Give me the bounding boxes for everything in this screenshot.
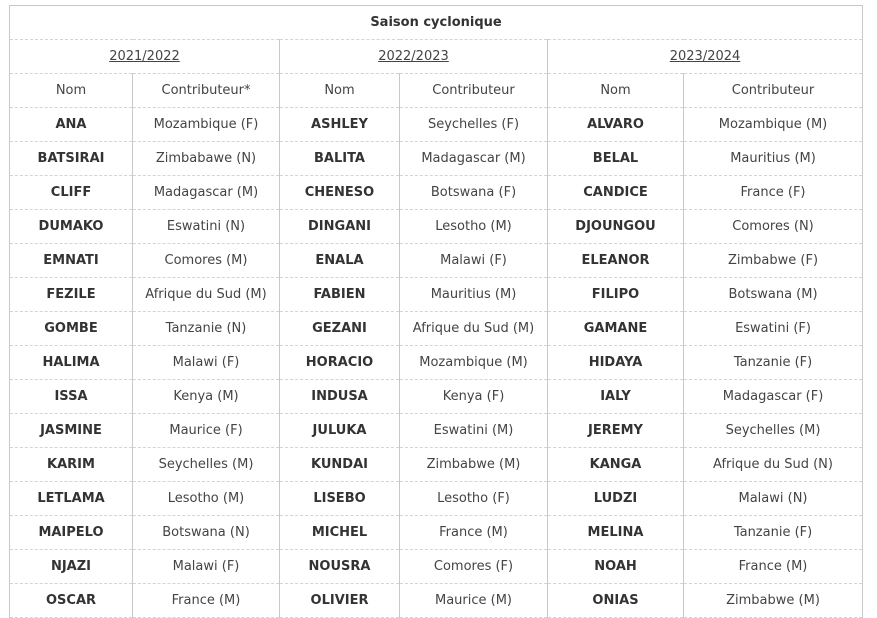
cyclone-name-cell: ASHLEY — [280, 108, 400, 142]
contributor-cell: Comores (F) — [400, 550, 548, 584]
column-header-name: Nom — [280, 74, 400, 108]
contributor-cell: Kenya (M) — [133, 380, 280, 414]
column-header-name: Nom — [10, 74, 133, 108]
column-header-name: Nom — [548, 74, 684, 108]
contributor-cell: Malawi (N) — [684, 482, 863, 516]
season-row — [10, 40, 863, 74]
contributor-cell: Eswatini (N) — [133, 210, 280, 244]
cyclone-name-cell: HORACIO — [280, 346, 400, 380]
cyclone-name-cell: JEREMY — [548, 414, 684, 448]
cyclone-name-cell: INDUSA — [280, 380, 400, 414]
cyclone-name-cell: BALITA — [280, 142, 400, 176]
table-row — [10, 210, 863, 244]
cyclone-name-cell: CLIFF — [10, 176, 133, 210]
column-header-contributor: Contributeur — [400, 74, 548, 108]
table-row — [10, 176, 863, 210]
contributor-cell: Malawi (F) — [400, 244, 548, 278]
cyclone-name-cell: MAIPELO — [10, 516, 133, 550]
contributor-cell: Mozambique (F) — [133, 108, 280, 142]
contributor-cell: Malawi (F) — [133, 346, 280, 380]
contributor-cell: Mozambique (M) — [400, 346, 548, 380]
cyclone-name-cell: KARIM — [10, 448, 133, 482]
contributor-cell: Botswana (F) — [400, 176, 548, 210]
table-row — [10, 278, 863, 312]
contributor-cell: France (M) — [133, 584, 280, 618]
cyclone-name-cell: JULUKA — [280, 414, 400, 448]
cyclone-name-cell: KANGA — [548, 448, 684, 482]
cyclone-name-cell: EMNATI — [10, 244, 133, 278]
cyclone-name-cell: ENALA — [280, 244, 400, 278]
cyclone-name-cell: FABIEN — [280, 278, 400, 312]
table-row — [10, 312, 863, 346]
table-body — [10, 108, 863, 618]
cyclone-name-cell: MELINA — [548, 516, 684, 550]
cyclone-name-cell: JASMINE — [10, 414, 133, 448]
cyclone-name-cell: KUNDAI — [280, 448, 400, 482]
column-header-contributor: Contributeur* — [133, 74, 280, 108]
cyclone-name-cell: DUMAKO — [10, 210, 133, 244]
table-row — [10, 584, 863, 618]
cyclone-name-cell: OSCAR — [10, 584, 133, 618]
contributor-cell: Kenya (F) — [400, 380, 548, 414]
cyclone-name-cell: ELEANOR — [548, 244, 684, 278]
contributor-cell: Mauritius (M) — [400, 278, 548, 312]
contributor-cell: Tanzanie (F) — [684, 346, 863, 380]
contributor-cell: Botswana (M) — [684, 278, 863, 312]
table-row — [10, 346, 863, 380]
cyclone-name-cell: ANA — [10, 108, 133, 142]
contributor-cell: Seychelles (F) — [400, 108, 548, 142]
cyclone-name-cell: FILIPO — [548, 278, 684, 312]
cyclone-name-cell: CANDICE — [548, 176, 684, 210]
cyclone-name-cell: OLIVIER — [280, 584, 400, 618]
contributor-cell: Malawi (F) — [133, 550, 280, 584]
cyclone-name-cell: ALVARO — [548, 108, 684, 142]
cyclone-name-cell: MICHEL — [280, 516, 400, 550]
table-title: Saison cyclonique — [10, 6, 863, 40]
cyclone-name-cell: ISSA — [10, 380, 133, 414]
cyclone-name-cell: HALIMA — [10, 346, 133, 380]
cyclone-names-container — [9, 5, 863, 618]
contributor-cell: Madagascar (M) — [400, 142, 548, 176]
contributor-cell: Zimbabwe (M) — [400, 448, 548, 482]
cyclone-name-cell: ONIAS — [548, 584, 684, 618]
contributor-cell: France (M) — [684, 550, 863, 584]
cyclone-name-cell: FEZILE — [10, 278, 133, 312]
contributor-cell: Eswatini (F) — [684, 312, 863, 346]
contributor-cell: Tanzanie (F) — [684, 516, 863, 550]
contributor-cell: Madagascar (F) — [684, 380, 863, 414]
contributor-cell: Seychelles (M) — [684, 414, 863, 448]
season-header-2[interactable]: 2022/2023 — [280, 40, 548, 74]
contributor-cell: Madagascar (M) — [133, 176, 280, 210]
cyclone-names-table — [9, 5, 863, 618]
title-row — [10, 6, 863, 40]
contributor-cell: Eswatini (M) — [400, 414, 548, 448]
contributor-cell: Tanzanie (N) — [133, 312, 280, 346]
cyclone-name-cell: LUDZI — [548, 482, 684, 516]
contributor-cell: Afrique du Sud (N) — [684, 448, 863, 482]
table-row — [10, 244, 863, 278]
cyclone-name-cell: LETLAMA — [10, 482, 133, 516]
cyclone-name-cell: BELAL — [548, 142, 684, 176]
cyclone-name-cell: NOUSRA — [280, 550, 400, 584]
table-row — [10, 380, 863, 414]
season-header-1[interactable]: 2021/2022 — [10, 40, 280, 74]
contributor-cell: Lesotho (M) — [133, 482, 280, 516]
contributor-cell: Zimbabwe (M) — [684, 584, 863, 618]
cyclone-name-cell: CHENESO — [280, 176, 400, 210]
contributor-cell: Seychelles (M) — [133, 448, 280, 482]
contributor-cell: Zimbabawe (N) — [133, 142, 280, 176]
contributor-cell: Maurice (F) — [133, 414, 280, 448]
contributor-cell: Comores (M) — [133, 244, 280, 278]
cyclone-name-cell: BATSIRAI — [10, 142, 133, 176]
table-row — [10, 414, 863, 448]
cyclone-name-cell: IALY — [548, 380, 684, 414]
contributor-cell: Lesotho (M) — [400, 210, 548, 244]
cyclone-name-cell: GAMANE — [548, 312, 684, 346]
table-row — [10, 108, 863, 142]
cyclone-name-cell: DINGANI — [280, 210, 400, 244]
cyclone-name-cell: DJOUNGOU — [548, 210, 684, 244]
contributor-cell: Comores (N) — [684, 210, 863, 244]
column-header-contributor: Contributeur — [684, 74, 863, 108]
cyclone-name-cell: NJAZI — [10, 550, 133, 584]
contributor-cell: Mauritius (M) — [684, 142, 863, 176]
contributor-cell: Maurice (M) — [400, 584, 548, 618]
contributor-cell: France (M) — [400, 516, 548, 550]
table-row — [10, 142, 863, 176]
table-row — [10, 550, 863, 584]
contributor-cell: Zimbabwe (F) — [684, 244, 863, 278]
contributor-cell: Botswana (N) — [133, 516, 280, 550]
contributor-cell: Lesotho (F) — [400, 482, 548, 516]
contributor-cell: Afrique du Sud (M) — [133, 278, 280, 312]
cyclone-name-cell: GOMBE — [10, 312, 133, 346]
cyclone-name-cell: LISEBO — [280, 482, 400, 516]
cyclone-name-cell: NOAH — [548, 550, 684, 584]
contributor-cell: France (F) — [684, 176, 863, 210]
table-row — [10, 448, 863, 482]
cyclone-name-cell: GEZANI — [280, 312, 400, 346]
contributor-cell: Mozambique (M) — [684, 108, 863, 142]
contributor-cell: Afrique du Sud (M) — [400, 312, 548, 346]
column-header-row — [10, 74, 863, 108]
table-row — [10, 482, 863, 516]
table-row — [10, 516, 863, 550]
season-header-3[interactable]: 2023/2024 — [548, 40, 863, 74]
cyclone-name-cell: HIDAYA — [548, 346, 684, 380]
